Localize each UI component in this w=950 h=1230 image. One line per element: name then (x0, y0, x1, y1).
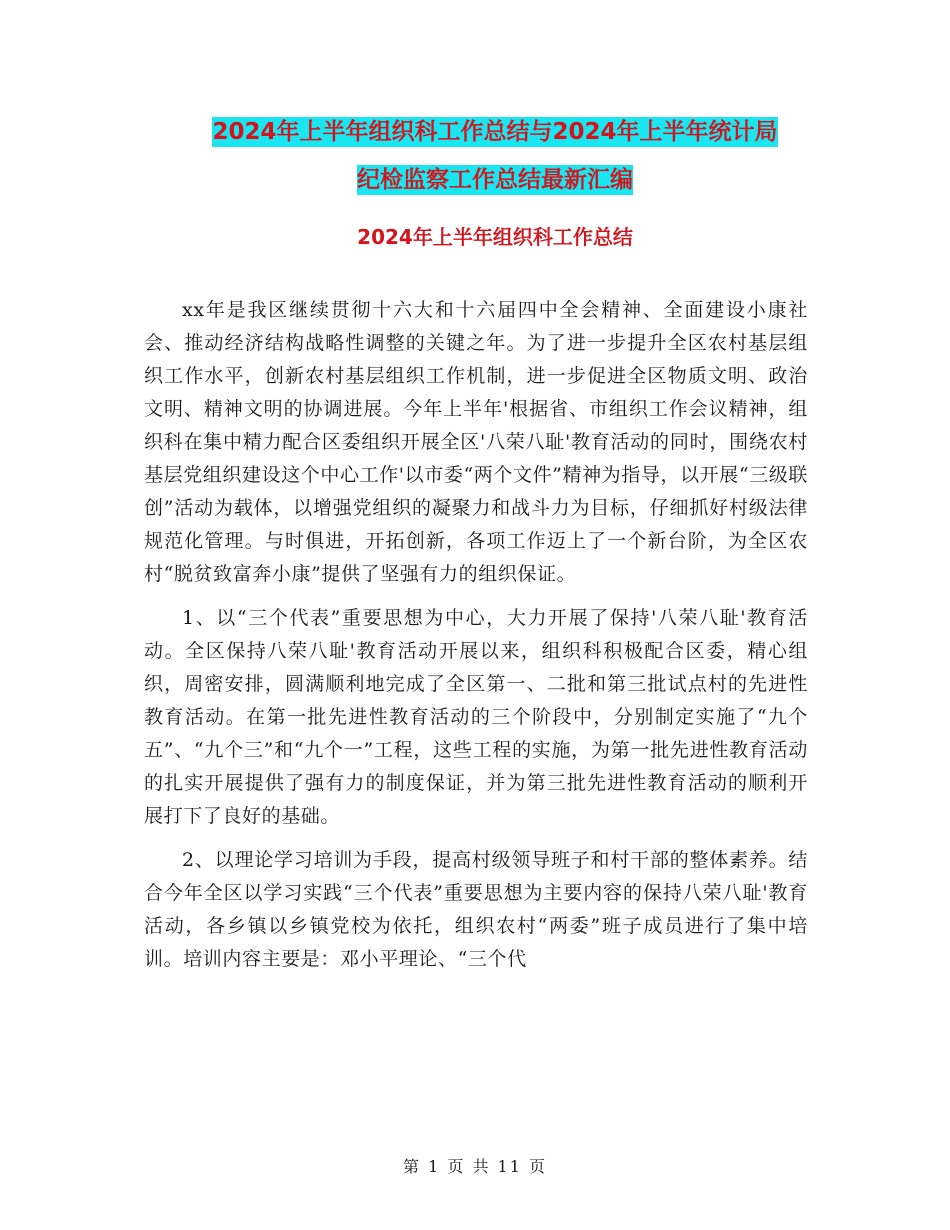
paragraph-item-1: 1、以“三个代表”重要思想为中心，大力开展了保持'八荣八耻'教育活动。全区保持八荣八耻'教育活动开展以来，组织科积极配合区委，精心组织，周密安排，圆满顺利地完成了全区第一、二批和第三批试点村的先进性教育活动。在第一批先进性教育活动的三个阶段中，分别制定实施了“九个五”、“九个三”和“九个一”工程，这些工程的实施，为第一批先进性教育活动的扎实开展提供了强有力的制度保证，并为第三批先进性教育活动的顺利开展打下了良好的基础。 (144, 607, 808, 827)
paragraph-item-2: 2、以理论学习培训为手段，提高村级领导班子和村干部的整体素养。结合今年全区以学习实践“三个代表”重要思想为主要内容的保持八荣八耻'教育活动，各乡镇以乡镇党校为依托，组织农村“两委”班子成员进行了集中培训。培训内容主要是：邓小平理论、“三个代 (144, 849, 808, 970)
document-title (140, 108, 850, 204)
section-title: 2024年上半年组织科工作总结 (357, 225, 633, 249)
document-title-line-1: 2024年上半年组织科工作总结与2024年上半年统计局 (212, 119, 778, 145)
document-body (144, 294, 808, 987)
document-title-line-2: 纪检监察工作总结最新汇编 (357, 167, 633, 193)
page-number-footer: 第 1 页 共 11 页 (403, 1157, 547, 1176)
paragraph-intro: xx年是我区继续贯彻十六大和十六届四中全会精神、全面建设小康社会、推动经济结构战略性调整的关键之年。为了进一步提升全区农村基层组织工作水平，创新农村基层组织工作机制，进一步促进全区物质文明、政治文明、精神文明的协调进展。今年上半年'根据省、市组织工作会议精神，组织科在集中精力配合区委组织开展全区'八荣八耻'教育活动的同时，围绕农村基层党组织建设这个中心工作'以市委“两个文件”精神为指导，以开展“三级联创”活动为载体，以增强党组织的凝聚力和战斗力为目标，仔细抓好村级法律规范化管理。与时俱进，开拓创新，各项工作迈上了一个新台阶，为全区农村“脱贫致富奔小康”提供了坚强有力的组织保证。 (144, 299, 808, 585)
